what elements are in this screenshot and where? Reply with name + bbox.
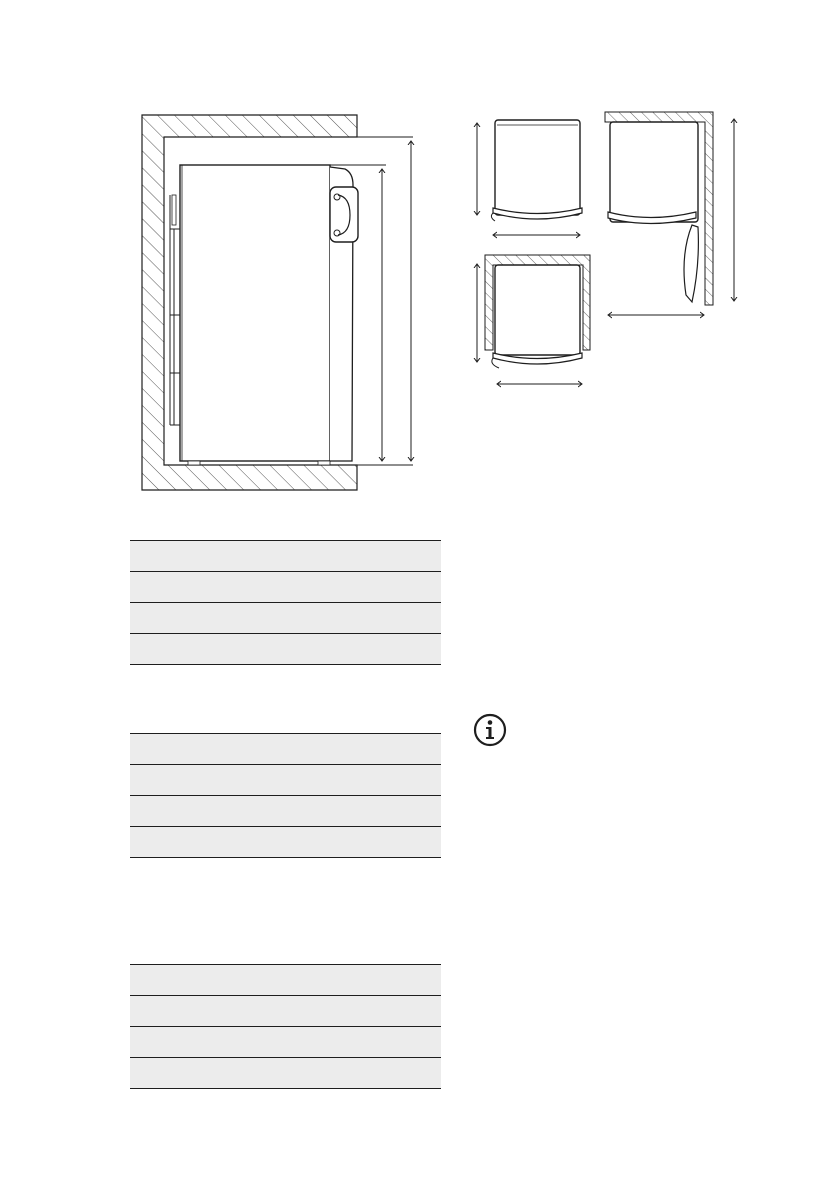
spec-table-3 (130, 964, 441, 1089)
row-value (286, 965, 442, 996)
row-label (130, 827, 286, 858)
table-row (130, 634, 441, 665)
table-row (130, 603, 441, 634)
row-value (286, 996, 442, 1027)
rear-condenser (170, 195, 180, 425)
row-value (286, 603, 442, 634)
table-row (130, 996, 441, 1027)
row-value (286, 572, 442, 603)
row-value (286, 827, 442, 858)
row-value (286, 634, 442, 665)
row-value (286, 765, 442, 796)
row-label (130, 1058, 286, 1089)
row-label (130, 541, 286, 572)
info-icon (473, 713, 507, 747)
row-label (130, 734, 286, 765)
row-label (130, 603, 286, 634)
appliance-body (180, 165, 330, 461)
table-row (130, 796, 441, 827)
row-label (130, 996, 286, 1027)
table-row (130, 1058, 441, 1089)
row-label (130, 1027, 286, 1058)
table-row (130, 765, 441, 796)
table-row (130, 541, 441, 572)
row-label (130, 634, 286, 665)
table-row (130, 965, 441, 996)
row-label (130, 765, 286, 796)
table-row (130, 572, 441, 603)
table-row (130, 734, 441, 765)
row-label (130, 796, 286, 827)
row-label (130, 965, 286, 996)
top-view-diagram-a (465, 105, 600, 245)
table-row (130, 827, 441, 858)
row-label (130, 572, 286, 603)
top-view-diagram-c (600, 105, 750, 325)
row-value (286, 541, 442, 572)
row-value (286, 796, 442, 827)
side-installation-diagram (130, 105, 430, 500)
spec-table-1 (130, 540, 441, 665)
row-value (286, 1058, 442, 1089)
top-view-diagram-b (465, 250, 600, 395)
row-value (286, 734, 442, 765)
row-value (286, 1027, 442, 1058)
table-row (130, 1027, 441, 1058)
spec-table-2 (130, 733, 441, 858)
